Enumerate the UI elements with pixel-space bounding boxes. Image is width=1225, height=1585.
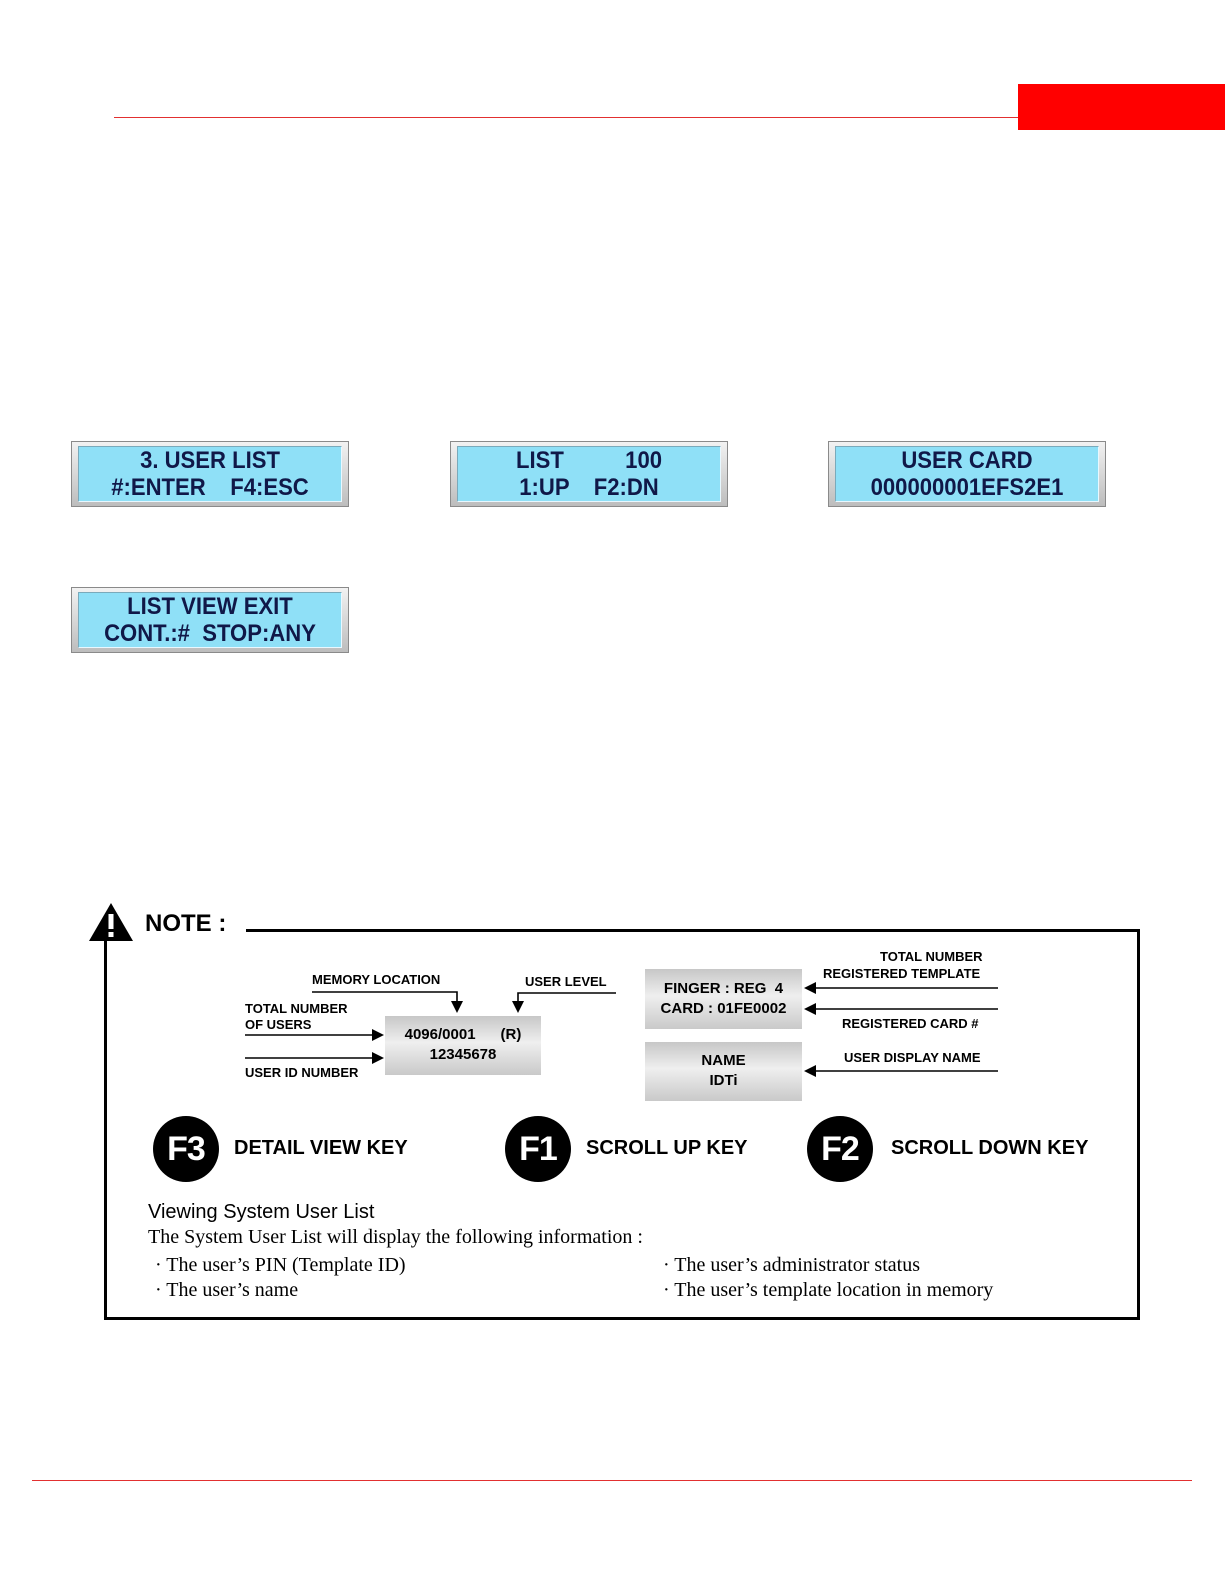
footer-rule (32, 1480, 1192, 1481)
lcd-line: LIST VIEW EXIT (127, 593, 293, 620)
bullet-item: · The user’s PIN (Template ID) (155, 1254, 406, 1276)
f1-key-label: SCROLL UP KEY (586, 1137, 748, 1159)
lcd-user-list (71, 441, 349, 507)
bullet-item: · The user’s administrator status (663, 1254, 920, 1276)
warning-triangle-icon (88, 902, 134, 942)
f2-key-icon: F2 (807, 1116, 873, 1182)
lcd-screen (78, 446, 342, 502)
lcd-line: USER CARD (901, 447, 1033, 474)
label-user-level: USER LEVEL (525, 974, 607, 989)
label-memory-location: MEMORY LOCATION (312, 972, 441, 987)
user-info-box (385, 1016, 541, 1075)
bullet-item: · The user’s name (155, 1279, 299, 1301)
f3-key-label: DETAIL VIEW KEY (234, 1137, 408, 1159)
label-total-users-2: OF USERS (245, 1017, 312, 1032)
f3-key-icon: F3 (153, 1116, 219, 1182)
lcd-screen (835, 446, 1099, 502)
header-rule (114, 117, 1020, 118)
lcd-line: LIST 100 (515, 447, 663, 474)
finger-card-line: FINGER : REG 4 (663, 980, 784, 997)
label-registered-card: REGISTERED CARD # (842, 1016, 979, 1031)
finger-card-box (645, 969, 802, 1029)
lcd-line: CONT.:# STOP:ANY (104, 620, 316, 647)
name-box-line: IDTi (709, 1072, 738, 1089)
user-info-line: 12345678 (429, 1046, 497, 1063)
lcd-screen (78, 592, 342, 648)
label-total-template-1: TOTAL NUMBER (880, 949, 983, 964)
lcd-user-card (828, 441, 1106, 507)
lcd-screen (457, 446, 721, 502)
bullet-item: · The user’s template location in memory (663, 1279, 994, 1301)
finger-card-line: CARD : 01FE0002 (660, 1000, 787, 1017)
name-box (645, 1042, 802, 1101)
label-total-users-1: TOTAL NUMBER (245, 1001, 348, 1016)
label-user-display-name: USER DISPLAY NAME (844, 1050, 981, 1065)
f1-key-icon: F1 (505, 1116, 571, 1182)
note-intro: The System User List will display the following information : (148, 1226, 643, 1248)
lcd-line: 000000001EFS2E1 (870, 474, 1064, 501)
lcd-list (450, 441, 728, 507)
label-user-id: USER ID NUMBER (245, 1065, 359, 1080)
note-title: NOTE : (145, 910, 227, 937)
lcd-list-view-exit (71, 587, 349, 653)
lcd-line: 3. USER LIST (140, 447, 280, 474)
user-info-line: 4096/0001 (R) (404, 1026, 522, 1043)
name-box-line: NAME (701, 1052, 746, 1069)
f2-key-label: SCROLL DOWN KEY (891, 1137, 1089, 1159)
header-tab (1018, 84, 1225, 130)
note-subtitle: Viewing System User List (148, 1201, 375, 1223)
note-top-rule (246, 929, 1140, 932)
lcd-line: #:ENTER F4:ESC (111, 474, 309, 501)
label-total-template-2: REGISTERED TEMPLATE (823, 966, 981, 981)
lcd-line: 1:UP F2:DN (519, 474, 659, 501)
